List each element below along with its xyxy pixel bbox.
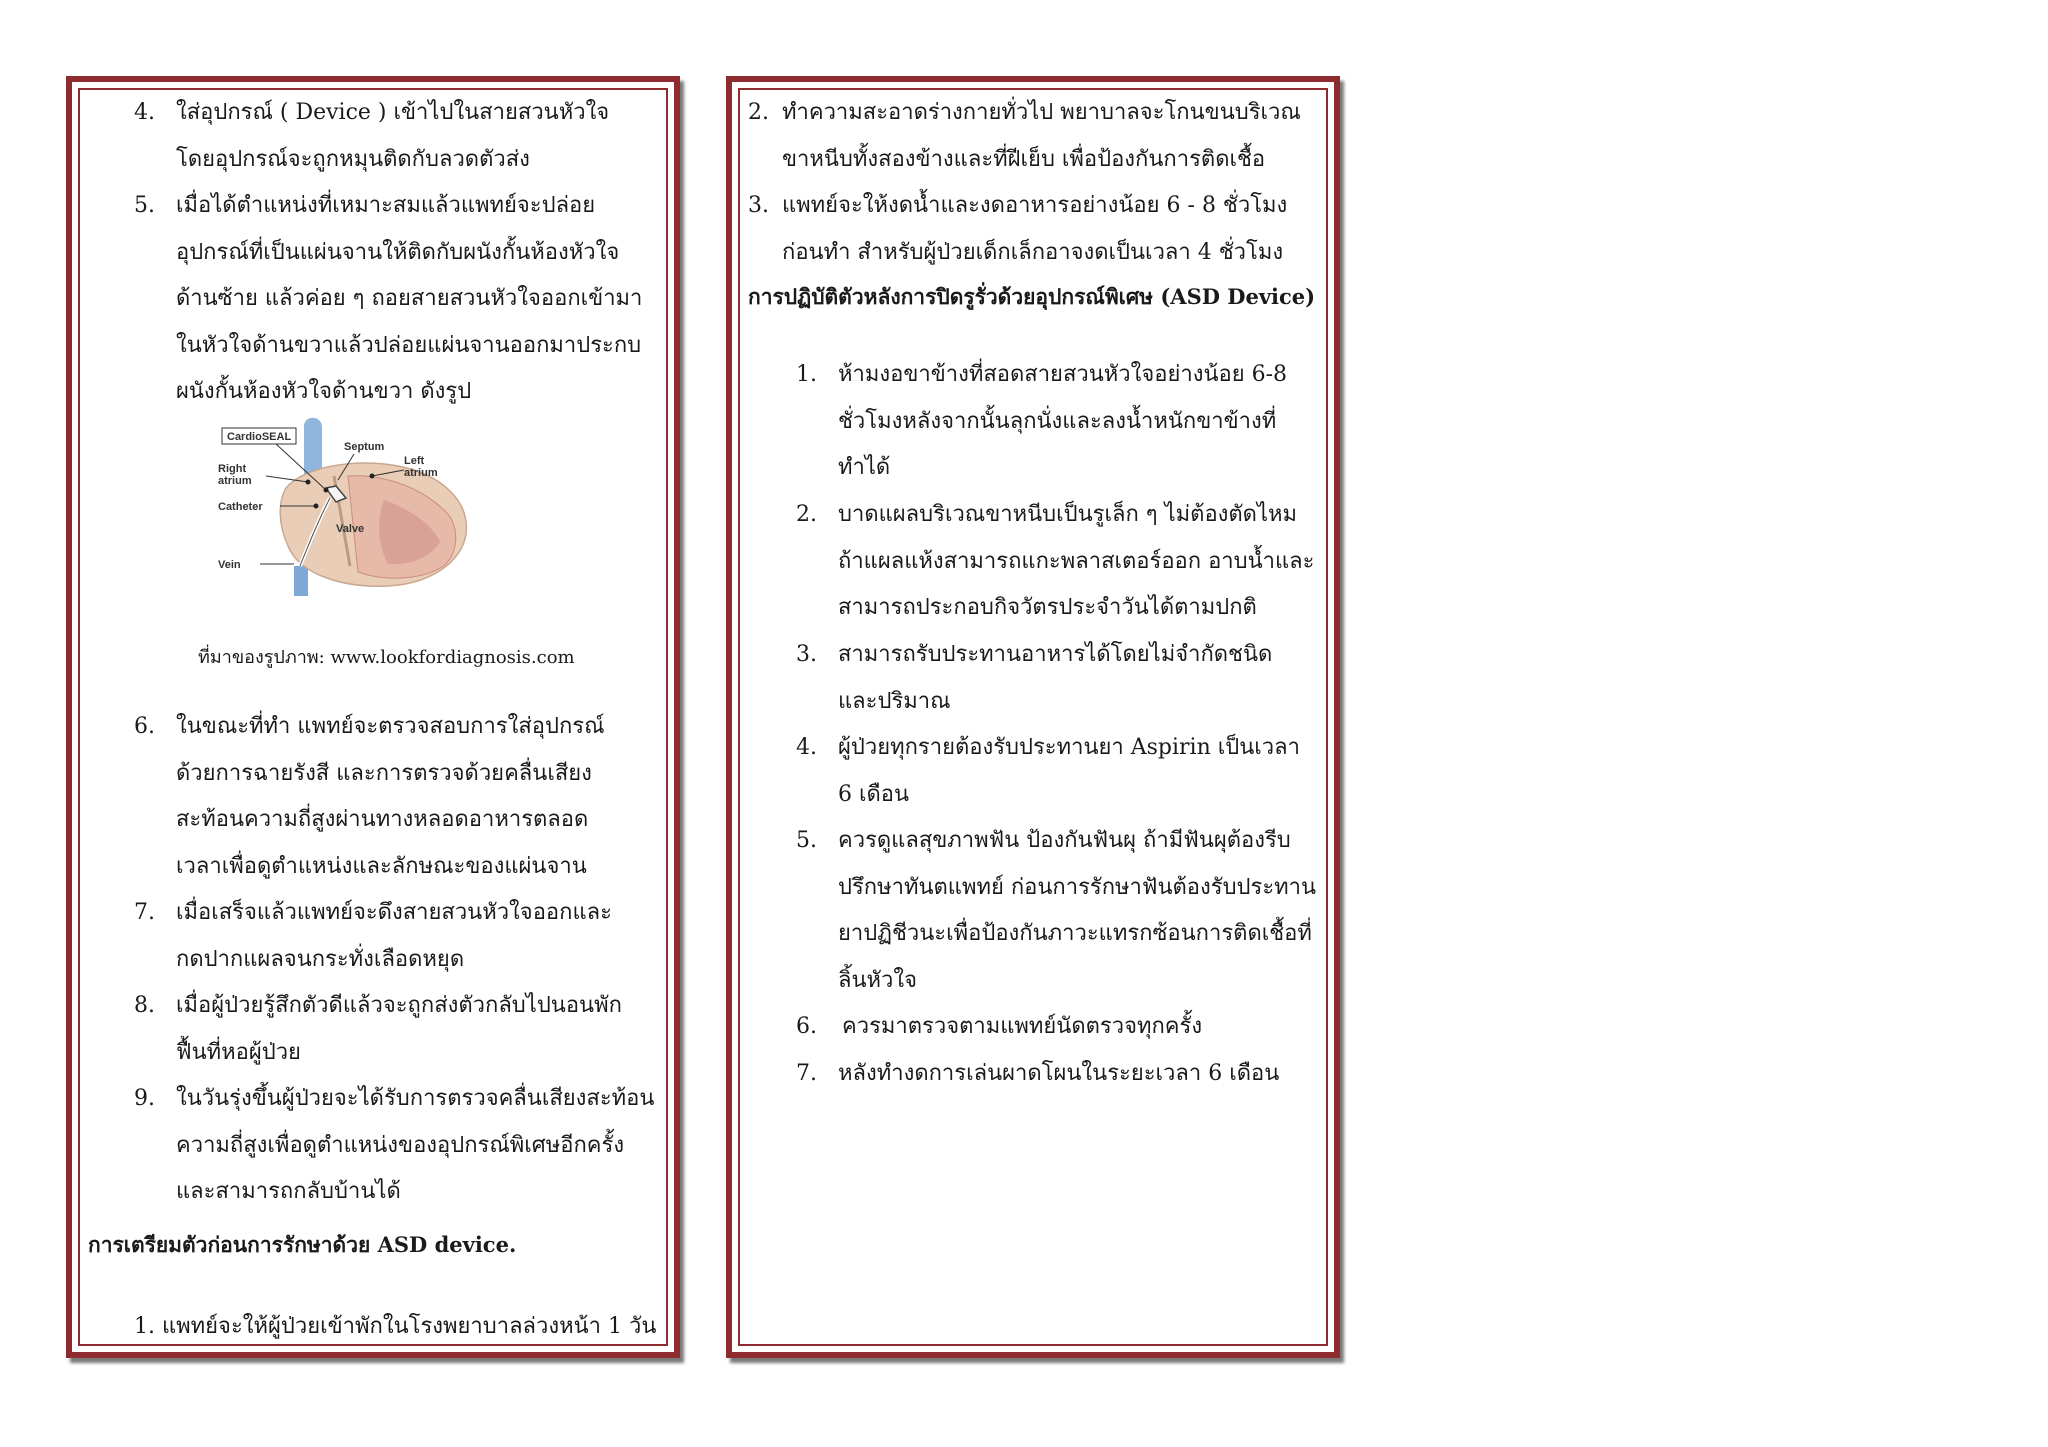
list-text: ใส่อุปกรณ์ ( Device ) เข้าไปในสายสวนหัวใจโดยอุปกรณ์จะถูกหมุนติดกับลวดตัวส่ง <box>176 100 610 172</box>
post-procedure-heading: การปฏิบัติตัวหลังการปิดรูรั่วด้วยอุปกรณ์พิเศษ (ASD Device) <box>748 284 1316 309</box>
catheter-marker <box>314 504 319 509</box>
list-item-step-5 <box>134 183 674 415</box>
preparation-heading: การเตรียมตัวก่อนการรักษาด้วย ASD device. <box>88 1232 517 1257</box>
preparation-item-1: 1. แพทย์จะให้ผู้ป่วยเข้าพักในโรงพยาบาลล่วงหน้า 1 วัน <box>134 1314 657 1339</box>
list-text: สามารถรับประทานอาหารได้โดยไม่จำกัดชนิดและปริมาณ <box>838 642 1273 714</box>
list-text: แพทย์จะให้งดน้ำและงดอาหารอย่างน้อย 6 - 8 ชั่วโมงก่อนทำ สำหรับผู้ป่วยเด็กเล็กอาจงดเป็นเวลา 4 ชั่วโมง <box>782 193 1288 265</box>
left-atrium-label-line2: atrium <box>404 467 438 479</box>
heart-diagram-figure <box>208 416 568 596</box>
list-number: 3. <box>796 642 817 667</box>
list-number: 3. <box>748 193 769 218</box>
list-number: 6. <box>796 1014 817 1039</box>
vein-label: Vein <box>218 559 241 571</box>
list-number: 5. <box>134 193 155 218</box>
list-text: ทำความสะอาดร่างกายทั่วไป พยาบาลจะโกนขนบริเวณขาหนีบทั้งสองข้างและที่ฝีเย็บ เพื่อป้องกันการติดเชื้อ <box>782 100 1301 172</box>
right-atrium-marker <box>306 480 311 485</box>
preparation-item-2 <box>748 90 1328 183</box>
list-number: 2. <box>748 100 769 125</box>
list-number: 9. <box>134 1086 155 1111</box>
list-item-step-8 <box>134 983 674 1076</box>
post-item-7 <box>796 1051 1326 1098</box>
list-text: เมื่อเสร็จแล้วแพทย์จะดึงสายสวนหัวใจออกและกดปากแผลจนกระทั่งเลือดหยุด <box>176 900 612 972</box>
list-number: 4. <box>796 735 817 760</box>
right-panel-content <box>732 82 1334 1352</box>
heart-diagram <box>208 416 568 596</box>
list-text: ควรดูแลสุขภาพฟัน ป้องกันฟันผุ ถ้ามีฟันผุต้องรีบปรึกษาทันตแพทย์ ก่อนการรักษาฟันต้องรับประทานยาปฏิชีวนะเพื่อป้องกันภาวะแทรกซ้อนการติดเชื้อที่ลิ้นหัวใจ <box>838 828 1317 993</box>
list-text: ผู้ป่วยทุกรายต้องรับประทานยา Aspirin เป็นเวลา 6 เดือน <box>838 735 1300 807</box>
list-number: 7. <box>796 1061 817 1086</box>
list-number: 1. <box>796 362 817 387</box>
right-atrium-label-line2: atrium <box>218 475 252 487</box>
catheter-label: Catheter <box>218 501 263 513</box>
right-panel <box>726 76 1340 1358</box>
preparation-item-3 <box>748 183 1328 276</box>
list-text: หลังทำงดการเล่นผาดโผนในระยะเวลา 6 เดือน <box>838 1061 1280 1086</box>
list-item-step-6 <box>134 704 674 890</box>
list-number: 4. <box>134 100 155 125</box>
post-item-3 <box>796 632 1326 725</box>
list-number: 8. <box>134 993 155 1018</box>
list-number: 2. <box>796 502 817 527</box>
list-text: ในวันรุ่งขึ้นผู้ป่วยจะได้รับการตรวจคลื่นเสียงสะท้อนความถี่สูงเพื่อดูตำแหน่งของอุปกรณ์พิเศษอีกครั้งและสามารถกลับบ้านได้ <box>176 1086 655 1204</box>
post-item-2 <box>796 492 1326 632</box>
device-marker <box>324 488 329 493</box>
post-item-5 <box>796 818 1326 1004</box>
right-atrium-label-line1: Right <box>218 463 247 475</box>
vein-vessel <box>294 566 308 596</box>
post-item-6 <box>796 1004 1326 1051</box>
list-item-step-9 <box>134 1076 674 1216</box>
device-label: CardioSEAL <box>227 431 292 443</box>
valve-label: Valve <box>336 523 365 535</box>
left-atrium-label-line1: Left <box>404 455 425 467</box>
list-text: ควรมาตรวจตามแพทย์นัดตรวจทุกครั้ง <box>842 1014 1203 1039</box>
post-item-4 <box>796 725 1326 818</box>
list-text: บาดแผลบริเวณขาหนีบเป็นรูเล็ก ๆ ไม่ต้องตัดไหม ถ้าแผลแห้งสามารถแกะพลาสเตอร์ออก อาบน้ำและสามารถประกอบกิจวัตรประจำวันได้ตามปกติ <box>838 502 1315 620</box>
post-item-1 <box>796 352 1326 492</box>
list-text: เมื่อได้ตำแหน่งที่เหมาะสมแล้วแพทย์จะปล่อยอุปกรณ์ที่เป็นแผ่นจานให้ติดกับผนังกั้นห้องหัวใจด้านซ้าย แล้วค่อย ๆ ถอยสายสวนหัวใจออกเข้ามาในหัวใจด้านขวาแล้วปล่อยแผ่นจานออกมาประกบผนังกั้นห้องหัวใจด้านขวา ดังรูป <box>176 193 643 404</box>
septum-label: Septum <box>344 441 385 453</box>
list-number: 5. <box>796 828 817 853</box>
list-number: 7. <box>134 900 155 925</box>
left-panel-content <box>72 82 674 1352</box>
list-item-step-4 <box>134 90 674 183</box>
list-number: 6. <box>134 714 155 739</box>
list-text: ในขณะที่ทำ แพทย์จะตรวจสอบการใส่อุปกรณ์ด้วยการฉายรังสี และการตรวจด้วยคลื่นเสียงสะท้อนความถี่สูงผ่านทางหลอดอาหารตลอดเวลาเพื่อดูตำแหน่งและลักษณะของแผ่นจาน <box>176 714 605 879</box>
left-atrium-marker <box>370 474 375 479</box>
list-text: เมื่อผู้ป่วยรู้สึกตัวดีแล้วจะถูกส่งตัวกลับไปนอนพักฟื้นที่หอผู้ป่วย <box>176 993 622 1065</box>
list-item-step-7 <box>134 890 674 983</box>
list-text: ห้ามงอขาข้างที่สอดสายสวนหัวใจอย่างน้อย 6-8 ชั่วโมงหลังจากนั้นลุกนั่งและลงน้ำหนักขาข้างที่ทำได้ <box>838 362 1288 480</box>
figure-caption: ที่มาของรูปภาพ: www.lookfordiagnosis.com <box>198 647 575 668</box>
left-panel <box>66 76 680 1358</box>
